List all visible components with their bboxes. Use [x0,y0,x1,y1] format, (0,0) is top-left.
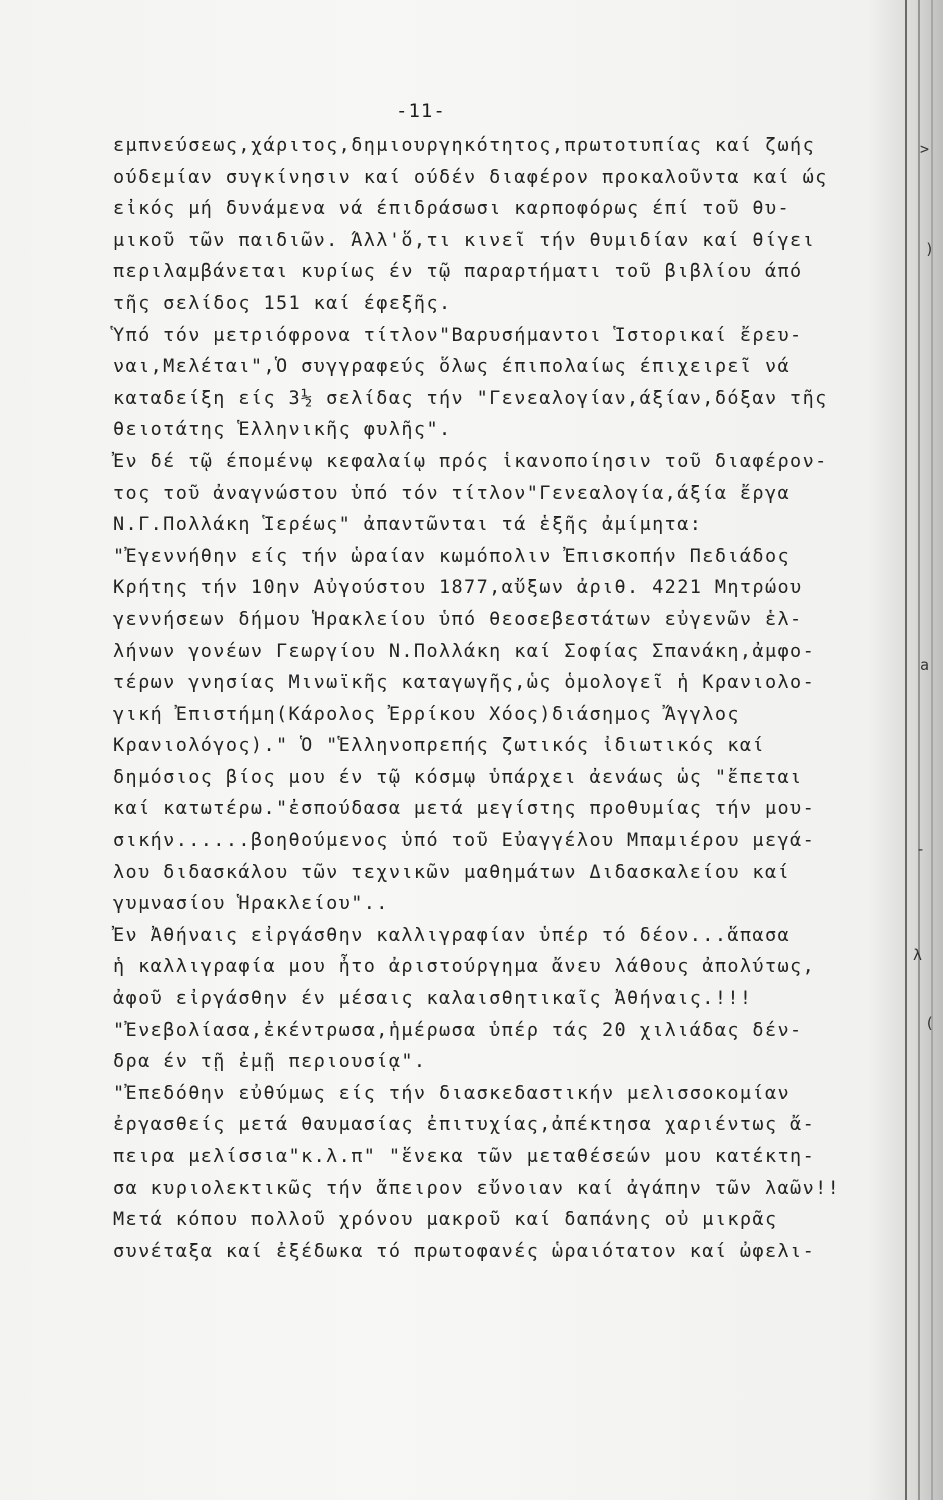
text-line: λου διδασκάλου τῶν τεχνικῶν μαθημάτων Διδασκαλείου καί [113,861,791,883]
page-number: -11- [396,100,446,122]
text-line: γυμνασίου Ἡρακλείου".. [113,893,389,915]
text-line: τῆς σελίδος 151 καί έφεξῆς. [113,292,452,314]
text-line: Ἐν Ἀθήναις εἰργάσθην καλλιγραφίαν ὑπέρ τό δέον...ἅπασα [113,924,791,946]
text-line: περιλαμβάνεται κυρίως έν τῷ παραρτήματι τοῦ βιβλίου άπό [113,261,803,283]
text-line: εἰκός μή δυνάμενα νά έπιδράσωσι καρποφόρως έπί τοῦ θυ- [113,198,791,220]
text-line: ναι,Μελέται",Ὁ συγγραφεύς ὅλως έπιπολαίως έπιχειρεῖ νά [113,356,791,378]
text-line: σικήν......βοηθούμενος ὑπό τοῦ Εὐαγγέλου Μπαμιέρου μεγά- [113,830,816,852]
text-line: Κρανιολόγος)." Ὁ "Ἑλληνοπρεπής ζωτικός ἰδιωτικός καί [113,735,765,757]
text-line: δημόσιος βίος μου έν τῷ κόσμῳ ὑπάρχει ἀενάως ὡς "ἔπεται [113,766,803,788]
text-line: λήνων γονέων Γεωργίου Ν.Πολλάκη καί Σοφίας Σπανάκη,ἀμφο- [113,640,816,662]
text-line: τέρων γνησίας Μινωϊκῆς καταγωγῆς,ὡς ὁμολογεῖ ἡ Κρανιολο- [113,672,816,694]
margin-mark: - [916,840,926,858]
text-line: Μετά κόπου πολλοῦ χρόνου μακροῦ καί δαπάνης οὐ μικρᾶς [113,1209,778,1231]
text-line: "Ἐνεβολίασα,ἐκέντρωσα,ἡμέρωσα ὑπέρ τάς 20 χιλιάδας δέν- [113,1019,803,1041]
text-line: ούδεμίαν συγκίνησιν καί ούδέν διαφέρον προκαλοῦντα καί ώς [113,166,828,188]
text-line: δρα έν τῇ ἐμῇ περιουσίᾳ". [113,1051,427,1073]
text-line: σα κυριολεκτικῶς τήν ἄπειρον εὔνοιαν καί ἀγάπην τῶν λαῶν!! [113,1177,841,1199]
page-edge-line [918,0,920,1500]
text-line: συνέταξα καί ἐξέδωκα τό πρωτοφανές ὡραιότατον καί ὠφελι- [113,1240,816,1262]
text-line: καταδείξη είς 3½ σελίδας τήν "Γενεαλογίαν,άξίαν,δόξαν τῆς [113,387,828,409]
text-line: ἡ καλλιγραφία μου ἦτο ἀριστούργημα ἄνευ λάθους ἀπολύτως, [113,956,816,978]
text-line: ἐργασθείς μετά θαυμασίας ἐπιτυχίας,ἀπέκτησα χαριέντως ἄ- [113,1114,816,1136]
text-line: εμπνεύσεως,χάριτος,δημιουργηκότητος,πρωτοτυπίας καί ζωής [113,135,816,156]
text-line: Ἐν δέ τῷ έπομένῳ κεφαλαίῳ πρός ἱκανοποίησιν τοῦ διαφέρον- [113,450,828,472]
text-line: "Ἐγεννήθην είς τήν ὡραίαν κωμόπολιν Ἐπισκοπήν Πεδιάδος [113,545,791,567]
margin-mark: > [920,140,930,158]
text-line: πειρα μελίσσια"κ.λ.π" "ἕνεκα τῶν μεταθέσεών μου κατέκτη- [113,1146,816,1167]
text-line: γική Ἐπιστήμη(Κάρολος Ἐρρίκου Χόος)διάσημος Ἄγγλος [113,703,740,725]
margin-mark: λ [913,946,923,964]
text-line: καί κατωτέρω."ἐσπούδασα μετά μεγίστης προθυμίας τήν μου- [113,798,816,820]
text-line: τος τοῦ ἀναγνώστου ὑπό τόν τίτλον"Γενεαλογία,άξία ἔργα [113,482,791,504]
margin-mark: ) [925,240,935,258]
text-line: ἀφοῦ εἰργάσθην έν μέσαις καλαισθητικαῖς Ἀθήναις.!!! [113,988,753,1010]
margin-mark: ( [925,1014,935,1032]
text-line: Ν.Γ.Πολλάκη Ἱερέως" ἀπαντῶνται τά ἑξῆς ἀμίμητα: [113,514,703,536]
text-line: Ὑπό τόν μετριόφρονα τίτλον"Βαρυσήμαντοι Ἱστορικαί ἔρευ- [113,324,803,346]
text-line: γεννήσεων δήμου Ἡρακλείου ὑπό θεοσεβεστάτων εὐγενῶν ἑλ- [113,608,803,630]
typewritten-text [113,130,913,1267]
text-line: μικοῦ τῶν παιδιῶν. Άλλ'ὅ,τι κινεῖ τήν θυμιδίαν καί θίγει [113,229,816,251]
text-line: θειοτάτης Ἑλληνικῆς φυλῆς". [113,419,452,441]
page-edge-line [931,0,933,1500]
text-line: "Ἐπεδόθην εὐθύμως είς τήν διασκεδαστικήν μελισσοκομίαν [113,1082,791,1104]
text-line: Κρήτης τήν 10ην Αὐγούστου 1877,αὔξων ἀριθ. 4221 Μητρώου [113,577,803,599]
margin-mark: a [920,656,930,674]
